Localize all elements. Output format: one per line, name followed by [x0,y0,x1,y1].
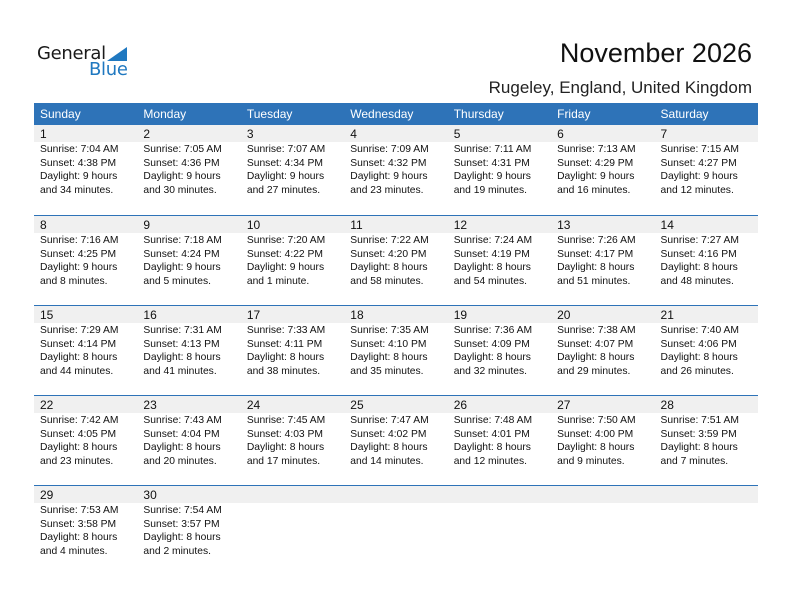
day-number: 1 [34,125,137,142]
week-row [34,125,758,215]
sunrise-text: Sunrise: 7:29 AM [40,325,119,336]
day-cell [551,486,654,575]
sunrise-text: Sunrise: 7:43 AM [143,415,222,426]
day-info [241,413,344,468]
daylight-text: Daylight: 8 hours [40,532,118,543]
daylight-text: Daylight: 8 hours [453,352,531,363]
day-cell [241,216,344,305]
day-number: 17 [241,306,344,323]
day-cell [551,396,654,485]
day-cell [448,216,551,305]
daylight-text: and 27 minutes. [246,184,321,196]
weekday-saturday: Saturday [660,107,709,121]
daylight-text: Daylight: 8 hours [660,442,738,453]
day-cell [241,396,344,485]
sunrise-text: Sunrise: 7:22 AM [350,235,429,246]
daylight-text: and 16 minutes. [557,184,631,196]
sunset-text: Sunset: 3:57 PM [143,518,220,530]
day-cell [137,125,240,215]
day-cell [34,306,137,395]
daylight-text: Daylight: 8 hours [143,442,221,453]
daylight-text: and 51 minutes. [557,275,631,287]
daylight-text: and 12 minutes. [453,455,527,467]
day-number: 10 [241,216,344,233]
sunrise-text: Sunrise: 7:33 AM [246,325,326,336]
day-info [551,323,654,378]
day-info [655,142,758,197]
sunset-text: Sunset: 4:22 PM [246,248,323,260]
day-number: 25 [344,396,447,413]
daylight-text: and 20 minutes. [143,455,217,467]
sunrise-text: Sunrise: 7:40 AM [660,325,739,336]
daylight-text: Daylight: 9 hours [350,171,428,182]
sunset-text: Sunset: 4:24 PM [143,248,220,260]
daylight-text: and 32 minutes. [453,365,527,377]
sunrise-text: Sunrise: 7:47 AM [350,415,429,426]
day-cell [34,486,137,575]
calendar-grid [34,103,758,575]
day-number [551,486,654,503]
day-number: 5 [448,125,551,142]
daylight-text: and 2 minutes. [143,545,211,557]
day-cell [655,216,758,305]
day-number: 23 [137,396,240,413]
daylight-text: and 26 minutes. [660,365,734,377]
daylight-text: and 1 minute. [246,275,310,287]
sunset-text: Sunset: 4:00 PM [557,428,634,440]
day-cell [551,306,654,395]
sunset-text: Sunset: 4:17 PM [557,248,634,260]
day-number [241,486,344,503]
day-info [34,142,137,197]
sunrise-text: Sunrise: 7:24 AM [453,235,533,246]
daylight-text: Daylight: 9 hours [660,171,738,182]
daylight-text: and 38 minutes. [246,365,321,377]
daylight-text: Daylight: 9 hours [557,171,635,182]
daylight-text: Daylight: 9 hours [40,262,118,273]
day-number: 12 [448,216,551,233]
day-cell [34,396,137,485]
daylight-text: and 23 minutes. [350,184,424,196]
day-cell [344,396,447,485]
sunrise-text: Sunrise: 7:26 AM [557,235,636,246]
day-number: 3 [241,125,344,142]
daylight-text: Daylight: 8 hours [557,352,635,363]
sunset-text: Sunset: 4:10 PM [350,338,427,350]
daylight-text: Daylight: 9 hours [40,171,118,182]
day-cell [655,486,758,575]
day-cell [344,486,447,575]
daylight-text: Daylight: 9 hours [246,262,325,273]
daylight-text: and 35 minutes. [350,365,424,377]
sunrise-text: Sunrise: 7:42 AM [40,415,119,426]
day-cell [448,396,551,485]
day-info [241,233,344,288]
daylight-text: Daylight: 8 hours [350,262,428,273]
logo-word-blue: Blue [89,59,128,80]
sunset-text: Sunset: 4:19 PM [453,248,530,260]
week-row [34,395,758,485]
day-cell [137,216,240,305]
day-number: 14 [655,216,758,233]
day-info [448,233,551,288]
sunrise-text: Sunrise: 7:53 AM [40,505,119,516]
day-cell [655,306,758,395]
day-number: 6 [551,125,654,142]
sunrise-text: Sunrise: 7:04 AM [40,144,119,155]
day-info [34,503,137,558]
day-number: 15 [34,306,137,323]
day-cell [34,125,137,215]
day-cell [448,306,551,395]
page-title: November 2026 [559,38,752,68]
week-row [34,305,758,395]
sunrise-text: Sunrise: 7:13 AM [557,144,636,155]
sunset-text: Sunset: 4:29 PM [557,157,634,169]
sunrise-text: Sunrise: 7:27 AM [660,235,739,246]
daylight-text: Daylight: 9 hours [143,262,221,273]
sunset-text: Sunset: 3:58 PM [40,518,117,530]
weekday-header-row [34,103,758,125]
day-number: 20 [551,306,654,323]
sunset-text: Sunset: 4:11 PM [246,338,323,350]
day-cell [551,125,654,215]
sunset-text: Sunset: 4:36 PM [143,157,220,169]
location-subtitle: Rugeley, England, United Kingdom [488,78,752,97]
day-number: 13 [551,216,654,233]
day-number: 16 [137,306,240,323]
sunrise-text: Sunrise: 7:20 AM [246,235,326,246]
daylight-text: and 48 minutes. [660,275,734,287]
day-number: 4 [344,125,447,142]
day-cell [241,486,344,575]
weekday-sunday: Sunday [40,107,81,121]
logo-word-general: General [37,43,106,64]
day-number: 30 [137,486,240,503]
day-cell [344,125,447,215]
daylight-text: Daylight: 8 hours [143,532,221,543]
day-info [241,142,344,197]
sunset-text: Sunset: 4:13 PM [143,338,220,350]
daylight-text: Daylight: 8 hours [246,352,325,363]
daylight-text: and 4 minutes. [40,545,108,557]
day-cell [137,306,240,395]
day-info [448,323,551,378]
sunrise-text: Sunrise: 7:48 AM [453,415,533,426]
sunset-text: Sunset: 4:34 PM [246,157,323,169]
weekday-friday: Friday [557,107,591,121]
day-number [448,486,551,503]
weekday-thursday: Thursday [453,107,504,121]
sunrise-text: Sunrise: 7:07 AM [246,144,326,155]
sunrise-text: Sunrise: 7:18 AM [143,235,222,246]
week-row [34,485,758,575]
day-info [34,233,137,288]
day-number: 22 [34,396,137,413]
day-cell [137,486,240,575]
day-cell [344,306,447,395]
sunrise-text: Sunrise: 7:35 AM [350,325,429,336]
day-info [655,233,758,288]
day-number: 28 [655,396,758,413]
day-number: 18 [344,306,447,323]
sunset-text: Sunset: 4:20 PM [350,248,427,260]
sunset-text: Sunset: 4:04 PM [143,428,220,440]
daylight-text: and 34 minutes. [40,184,114,196]
sunrise-text: Sunrise: 7:36 AM [453,325,533,336]
day-info [655,323,758,378]
daylight-text: Daylight: 9 hours [143,171,221,182]
daylight-text: Daylight: 8 hours [660,262,738,273]
daylight-text: Daylight: 9 hours [246,171,325,182]
daylight-text: Daylight: 9 hours [453,171,531,182]
daylight-text: Daylight: 8 hours [453,262,531,273]
daylight-text: Daylight: 8 hours [557,262,635,273]
day-info [551,142,654,197]
daylight-text: and 8 minutes. [40,275,108,287]
week-row [34,215,758,305]
sunrise-text: Sunrise: 7:31 AM [143,325,222,336]
day-number [344,486,447,503]
day-number: 24 [241,396,344,413]
daylight-text: Daylight: 8 hours [557,442,635,453]
sunset-text: Sunset: 4:38 PM [40,157,117,169]
day-cell [344,216,447,305]
day-cell [448,125,551,215]
sunrise-text: Sunrise: 7:15 AM [660,144,739,155]
daylight-text: Daylight: 8 hours [453,442,531,453]
day-cell [551,216,654,305]
daylight-text: Daylight: 8 hours [40,352,118,363]
day-number: 27 [551,396,654,413]
day-info [137,323,240,378]
day-info [551,503,654,504]
sunrise-text: Sunrise: 7:38 AM [557,325,636,336]
day-cell [655,125,758,215]
sunset-text: Sunset: 4:27 PM [660,157,737,169]
daylight-text: and 14 minutes. [350,455,424,467]
day-cell [137,396,240,485]
daylight-text: Daylight: 8 hours [40,442,118,453]
sunset-text: Sunset: 4:06 PM [660,338,737,350]
weekday-wednesday: Wednesday [350,107,414,121]
day-cell [241,125,344,215]
day-info [137,233,240,288]
day-number: 7 [655,125,758,142]
day-info [137,503,240,558]
sunrise-text: Sunrise: 7:11 AM [453,144,532,155]
sunrise-text: Sunrise: 7:09 AM [350,144,429,155]
day-cell [448,486,551,575]
sunset-text: Sunset: 4:03 PM [246,428,323,440]
day-info [344,503,447,504]
day-number: 9 [137,216,240,233]
sunrise-text: Sunrise: 7:50 AM [557,415,636,426]
daylight-text: and 58 minutes. [350,275,424,287]
day-number: 11 [344,216,447,233]
sunset-text: Sunset: 4:05 PM [40,428,117,440]
daylight-text: and 44 minutes. [40,365,114,377]
logo [37,43,137,83]
sunset-text: Sunset: 4:16 PM [660,248,737,260]
day-number: 29 [34,486,137,503]
sunrise-text: Sunrise: 7:16 AM [40,235,119,246]
daylight-text: and 17 minutes. [246,455,321,467]
sunset-text: Sunset: 4:14 PM [40,338,117,350]
day-info [344,142,447,197]
day-info [448,503,551,504]
weeks-container [34,125,758,575]
day-number: 21 [655,306,758,323]
sunset-text: Sunset: 4:01 PM [453,428,530,440]
weekday-monday: Monday [143,107,187,121]
day-info [34,413,137,468]
daylight-text: and 7 minutes. [660,455,729,467]
daylight-text: and 19 minutes. [453,184,527,196]
sunrise-text: Sunrise: 7:45 AM [246,415,326,426]
weekday-tuesday: Tuesday [246,107,293,121]
daylight-text: Daylight: 8 hours [350,442,428,453]
daylight-text: and 54 minutes. [453,275,527,287]
day-info [551,233,654,288]
day-info [344,413,447,468]
sunset-text: Sunset: 4:09 PM [453,338,530,350]
daylight-text: Daylight: 8 hours [143,352,221,363]
sunset-text: Sunset: 3:59 PM [660,428,737,440]
day-info [448,413,551,468]
sunrise-text: Sunrise: 7:51 AM [660,415,739,426]
daylight-text: Daylight: 8 hours [350,352,428,363]
day-info [551,413,654,468]
day-info [655,413,758,468]
day-info [448,142,551,197]
daylight-text: and 29 minutes. [557,365,631,377]
day-cell [655,396,758,485]
day-info [137,142,240,197]
sunset-text: Sunset: 4:25 PM [40,248,117,260]
day-number: 2 [137,125,240,142]
day-info [34,323,137,378]
daylight-text: and 41 minutes. [143,365,217,377]
sunset-text: Sunset: 4:31 PM [453,157,530,169]
day-info [241,323,344,378]
day-info [344,323,447,378]
sunset-text: Sunset: 4:07 PM [557,338,634,350]
sunset-text: Sunset: 4:02 PM [350,428,427,440]
sunrise-text: Sunrise: 7:05 AM [143,144,222,155]
day-info [344,233,447,288]
day-number: 26 [448,396,551,413]
daylight-text: and 23 minutes. [40,455,114,467]
daylight-text: and 12 minutes. [660,184,734,196]
day-cell [241,306,344,395]
day-info [655,503,758,504]
sunset-text: Sunset: 4:32 PM [350,157,427,169]
daylight-text: and 9 minutes. [557,455,625,467]
daylight-text: and 30 minutes. [143,184,217,196]
day-info [241,503,344,504]
sunrise-text: Sunrise: 7:54 AM [143,505,222,516]
daylight-text: Daylight: 8 hours [660,352,738,363]
day-number: 8 [34,216,137,233]
day-number [655,486,758,503]
daylight-text: Daylight: 8 hours [246,442,325,453]
day-cell [34,216,137,305]
day-number: 19 [448,306,551,323]
day-info [137,413,240,468]
daylight-text: and 5 minutes. [143,275,211,287]
